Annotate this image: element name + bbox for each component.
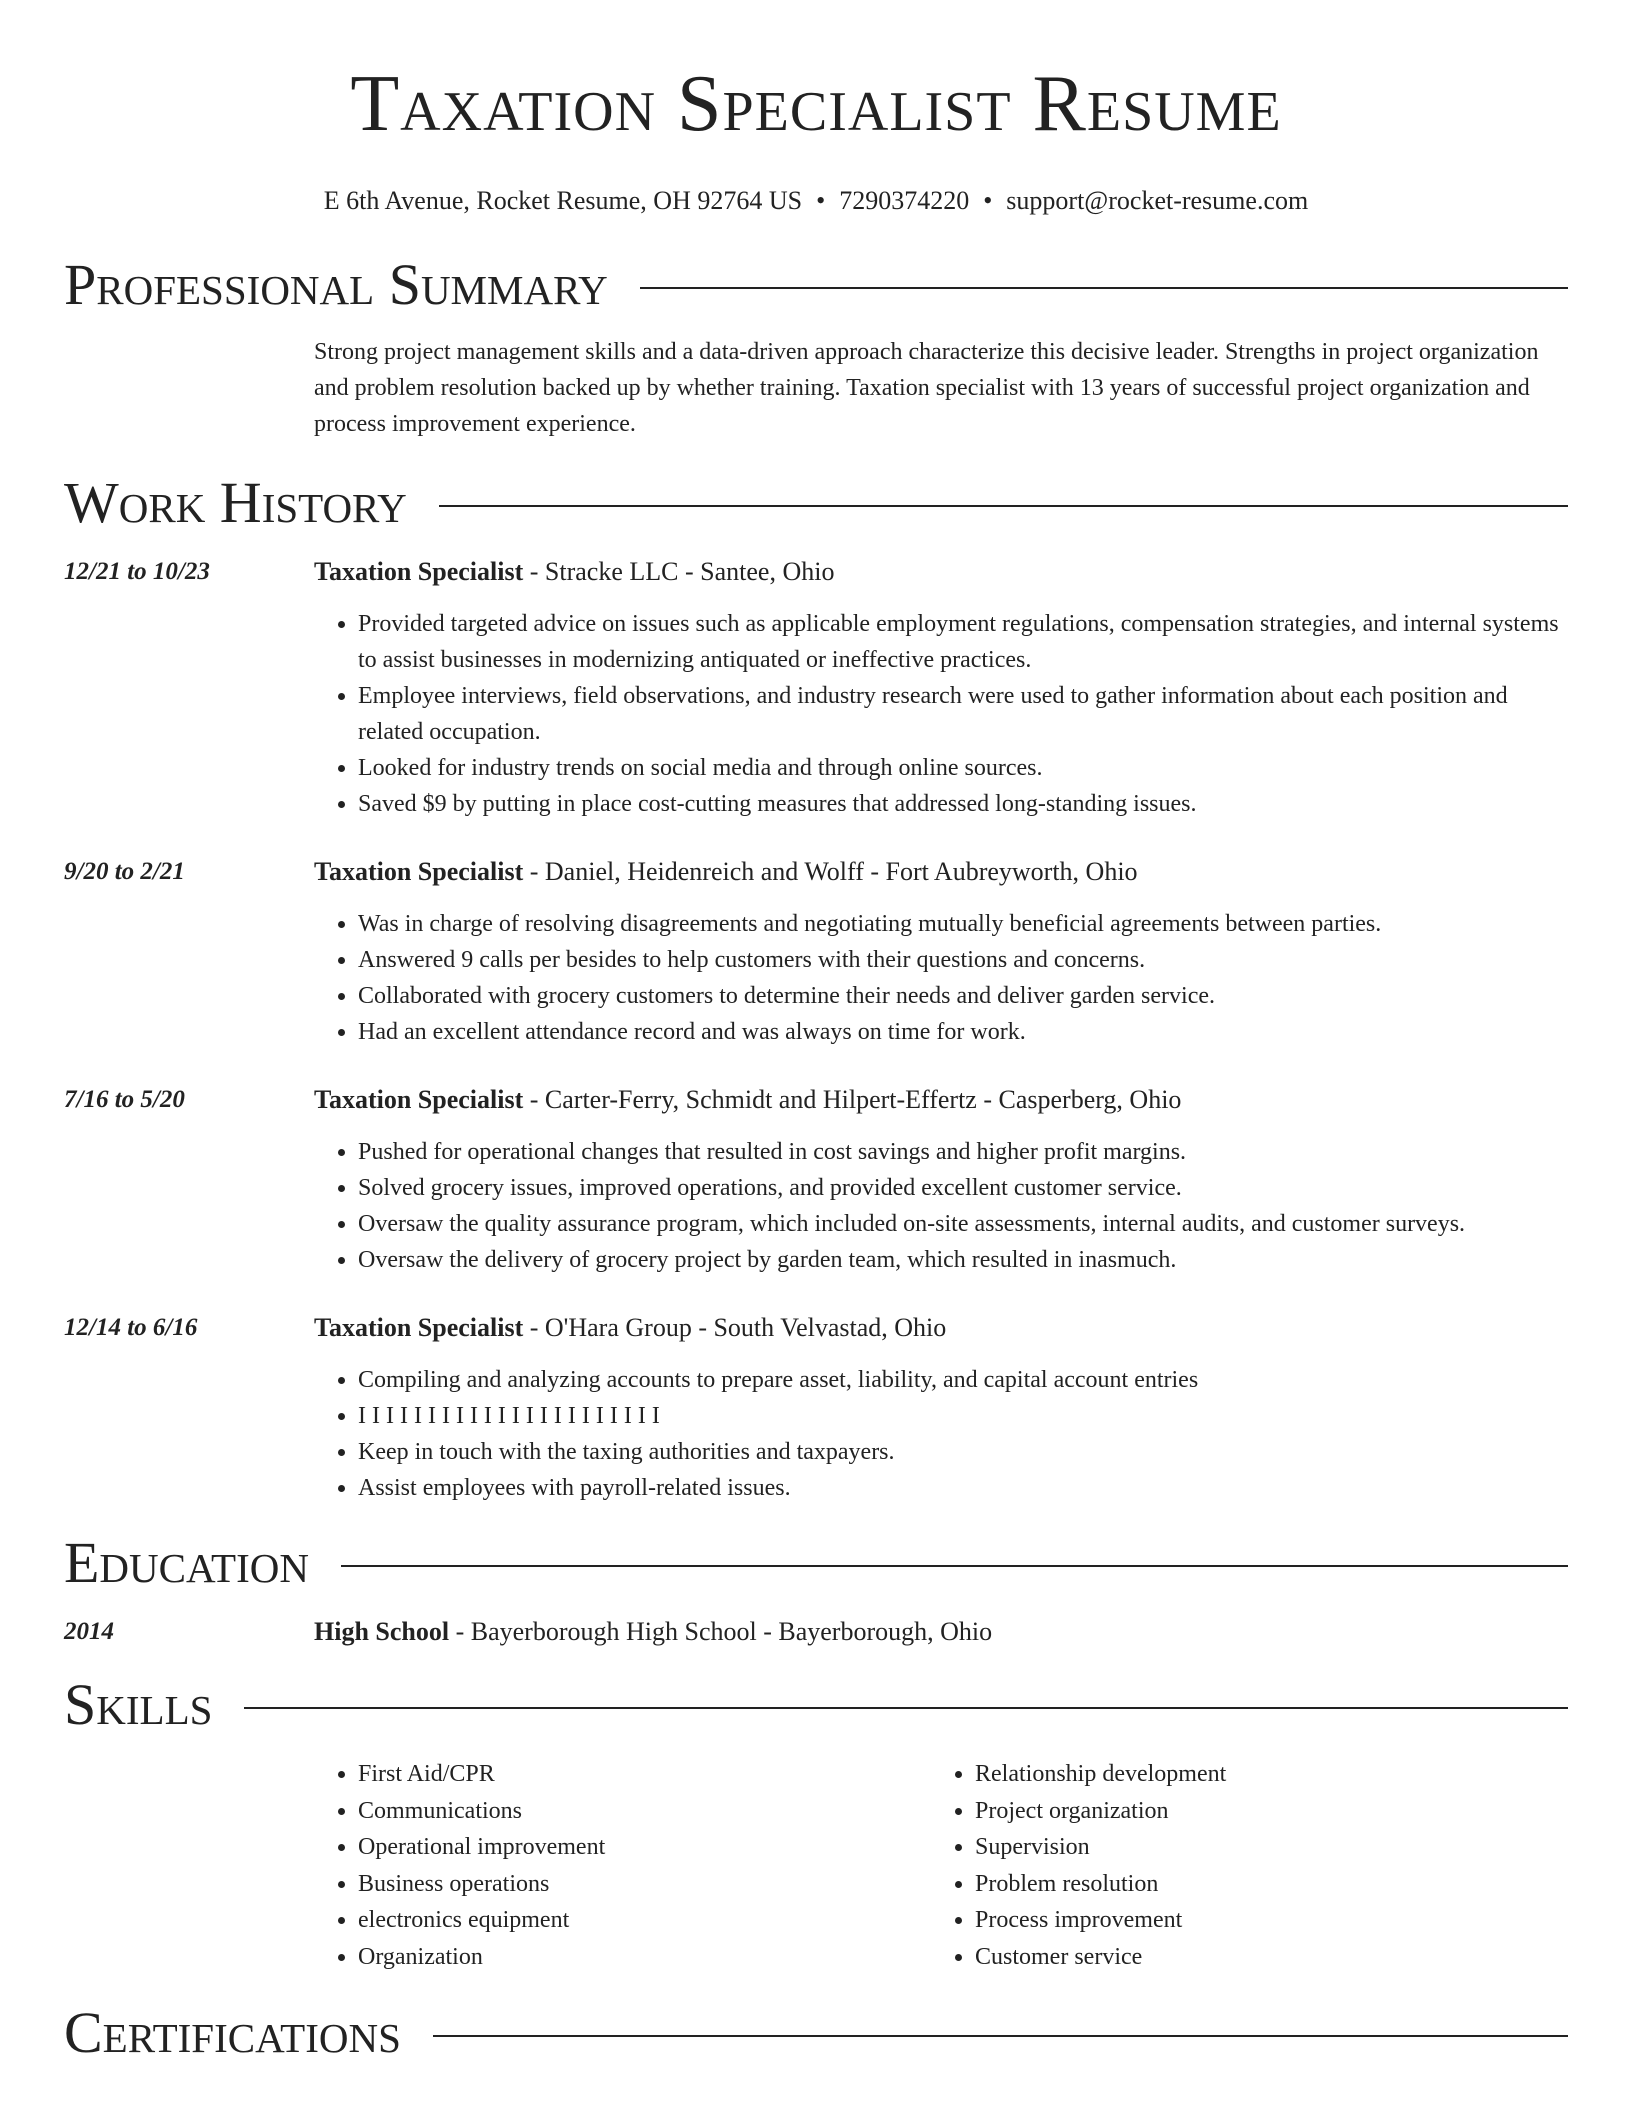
job-title-line [314, 554, 1568, 590]
section-divider [640, 287, 1568, 289]
skill-item: • electronics equipment [358, 1902, 931, 1939]
job-entry [64, 1082, 1568, 1278]
job-title-line [314, 854, 1568, 890]
work-section-header [64, 470, 1568, 535]
summary-section-header [64, 252, 1568, 317]
job-title-line [314, 1082, 1568, 1118]
job-employer: - Daniel, Heidenreich and Wolff - Fort Aubreyworth, Ohio [523, 857, 1138, 886]
job-entry [64, 554, 1568, 822]
skill-item: • Project organization [975, 1793, 1548, 1830]
job-body [314, 1310, 1568, 1506]
education-date: 2014 [64, 1618, 114, 1645]
list-item: • Looked for industry trends on social media and through online sources. [358, 750, 1568, 786]
job-entry [64, 854, 1568, 1050]
skill-item: • Problem resolution [975, 1866, 1548, 1903]
list-item: • Assist employees with payroll-related issues. [358, 1470, 1568, 1506]
job-title-line [314, 1310, 1568, 1346]
job-employer: - Carter-Ferry, Schmidt and Hilpert-Effertz - Casperberg, Ohio [523, 1085, 1182, 1114]
job-dates: 12/14 to 6/16 [64, 1314, 198, 1341]
list-item: • Compiling and analyzing accounts to prepare asset, liability, and capital account entries [358, 1362, 1568, 1398]
skill-item: • Communications [358, 1793, 931, 1830]
list-item: • Solved grocery issues, improved operations, and provided excellent customer service. [358, 1170, 1568, 1206]
skill-item: • Business operations [358, 1866, 931, 1903]
section-title-skills: Skills [64, 1672, 213, 1737]
job-bullets [314, 1134, 1568, 1278]
education-section-header [64, 1530, 1568, 1595]
skill-item: • Supervision [975, 1829, 1548, 1866]
contact-email: support@rocket-resume.com [1006, 186, 1309, 215]
skills-column-right [931, 1756, 1548, 1976]
certifications-section-header [64, 1999, 1568, 2065]
education-degree: High School [314, 1617, 450, 1646]
job-role: Taxation Specialist [314, 857, 524, 886]
skills-column-left [314, 1756, 931, 1976]
job-bullets [314, 1362, 1568, 1506]
section-title-work: Work History [64, 470, 407, 535]
section-divider [439, 505, 1568, 507]
list-item: • Collaborated with grocery customers to determine their needs and deliver garden service. [358, 978, 1568, 1014]
job-body [314, 554, 1568, 822]
education-title-line [314, 1614, 1568, 1650]
skill-item: • Operational improvement [358, 1829, 931, 1866]
skills-section-header [64, 1672, 1568, 1737]
skill-item: • Organization [358, 1939, 931, 1976]
skill-item: • First Aid/CPR [358, 1756, 931, 1793]
job-dates: 12/21 to 10/23 [64, 558, 210, 585]
job-bullets [314, 906, 1568, 1050]
section-title-certifications: Certifications [64, 1999, 401, 2065]
list-item: • Had an excellent attendance record and was always on time for work. [358, 1014, 1568, 1050]
job-bullets [314, 606, 1568, 822]
skill-item: • Relationship development [975, 1756, 1548, 1793]
contact-line [64, 186, 1568, 216]
skill-item: • Customer service [975, 1939, 1548, 1976]
contact-address: E 6th Avenue, Rocket Resume, OH 92764 US [323, 186, 803, 215]
list-item: • I I I I I I I I I I I I I I I I I I I I I I [358, 1398, 1568, 1434]
job-body [314, 854, 1568, 1050]
list-item: • Answered 9 calls per besides to help customers with their questions and concerns. [358, 942, 1568, 978]
section-title-summary: Professional Summary [64, 252, 608, 317]
section-divider [433, 2035, 1568, 2037]
section-divider [244, 1707, 1568, 1709]
education-school: - Bayerborough High School - Bayerborough, Ohio [449, 1617, 993, 1646]
section-divider [341, 1565, 1568, 1567]
skill-item: • Process improvement [975, 1902, 1548, 1939]
list-item: • Oversaw the quality assurance program, which included on-site assessments, internal audits, and customer surveys. [358, 1206, 1568, 1242]
list-item: • Saved $9 by putting in place cost-cutting measures that addressed long-standing issues. [358, 786, 1568, 822]
job-entry [64, 1310, 1568, 1506]
section-title-education: Education [64, 1530, 309, 1595]
education-body [314, 1614, 1568, 1650]
contact-separator: • [983, 186, 993, 215]
list-item: • Oversaw the delivery of grocery project by garden team, which resulted in inasmuch. [358, 1242, 1568, 1278]
job-role: Taxation Specialist [314, 557, 524, 586]
resume-name: Taxation Specialist Resume [350, 60, 1282, 148]
job-employer: - O'Hara Group - South Velvastad, Ohio [523, 1313, 947, 1342]
job-dates: 9/20 to 2/21 [64, 858, 185, 885]
job-role: Taxation Specialist [314, 1085, 524, 1114]
job-body [314, 1082, 1568, 1278]
contact-separator: • [816, 186, 826, 215]
contact-phone: 7290374220 [839, 186, 970, 215]
list-item: • Provided targeted advice on issues such as applicable employment regulations, compensation strategies, and internal systems to assist businesses in modernizing antiquated or ineffective practices. [358, 606, 1568, 678]
list-item: • Was in charge of resolving disagreements and negotiating mutually beneficial agreements between parties. [358, 906, 1568, 942]
education-entry [64, 1614, 1568, 1650]
job-role: Taxation Specialist [314, 1313, 524, 1342]
list-item: • Pushed for operational changes that resulted in cost savings and higher profit margins. [358, 1134, 1568, 1170]
skills-list [314, 1756, 1568, 1976]
job-employer: - Stracke LLC - Santee, Ohio [523, 557, 835, 586]
list-item: • Keep in touch with the taxing authorities and taxpayers. [358, 1434, 1568, 1470]
list-item: • Employee interviews, field observations, and industry research were used to gather information about each position and related occupation. [358, 678, 1568, 750]
summary-text: Strong project management skills and a data-driven approach characterize this decisive leader. Strengths in project organization and problem resolution backed up by whether training. Taxation specialist with 13 years of successful project organization and process improvement experience. [314, 339, 1539, 437]
job-dates: 7/16 to 5/20 [64, 1086, 185, 1113]
